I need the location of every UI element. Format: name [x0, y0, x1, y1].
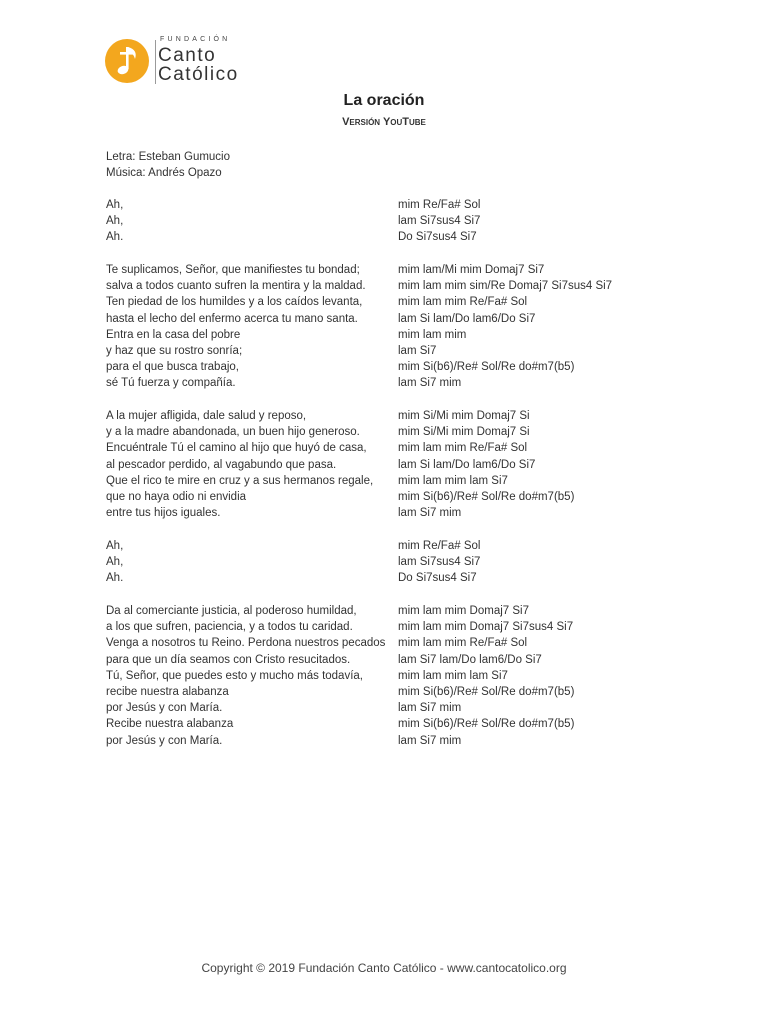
lyric-text: Entra en la casa del pobre	[106, 328, 241, 341]
song-line	[0, 229, 768, 245]
chord-text: mim lam mim	[398, 328, 467, 341]
lyric-text: Venga a nosotros tu Reino. Perdona nuestros pecados	[106, 637, 386, 650]
lyric-text: recibe nuestra alabanza	[106, 685, 229, 698]
lyric-text: Ah,	[106, 199, 124, 211]
song-line	[0, 505, 768, 521]
song-line	[0, 327, 768, 343]
chord-text: lam Si7sus4 Si7	[398, 556, 481, 569]
lyric-text: por Jesús y con María.	[106, 734, 223, 747]
footer-copyright: Copyright © 2019 Fundación Canto Católico - www.cantocatolico.org	[201, 961, 567, 975]
lyric-text: y haz que su rostro sonría;	[106, 344, 243, 357]
chord-text: lam Si lam/Do lam6/Do Si7	[398, 312, 536, 325]
chord-text: mim lam mim sim/Re Domaj7 Si7sus4 Si7	[398, 280, 613, 293]
lyrics-credit: Letra: Esteban Gumucio	[106, 151, 231, 163]
lyric-text: Que el rico te mire en cruz y a sus hermanos regale,	[106, 474, 374, 487]
lyric-text: hasta el lecho del enfermo acerca tu mano santa.	[106, 312, 358, 325]
chord-text: mim lam mim Re/Fa# Sol	[398, 296, 528, 309]
chord-text: mim lam mim Domaj7 Si7	[398, 605, 529, 617]
chord-text: lam Si7	[398, 344, 437, 357]
lyric-text: Tú, Señor, que puedes esto y mucho más todavía,	[106, 669, 363, 682]
lyric-text: Encuéntrale Tú el camino al hijo que huyó de casa,	[106, 442, 367, 455]
lyric-text: y a la madre abandonada, un buen hijo generoso.	[106, 426, 360, 439]
lyric-text: A la mujer afligida, dale salud y reposo,	[106, 410, 307, 422]
credits	[106, 149, 230, 181]
lyric-text: Ah,	[106, 215, 124, 228]
song-line	[0, 278, 768, 294]
lyric-text: salva a todos cuanto sufren la mentira y la maldad.	[106, 280, 366, 293]
logo-name-line2: Católico	[158, 64, 239, 85]
song-line	[0, 652, 768, 668]
song-line	[0, 311, 768, 327]
chord-text: mim Si(b6)/Re# Sol/Re do#m7(b5)	[398, 490, 575, 503]
chord-text: lam Si7 mim	[398, 734, 462, 747]
chord-text: mim Si(b6)/Re# Sol/Re do#m7(b5)	[398, 361, 575, 374]
song-line	[0, 262, 768, 278]
lyric-text: Ah.	[106, 231, 124, 244]
chord-text: Do Si7sus4 Si7	[398, 231, 477, 244]
chord-text: mim Si(b6)/Re# Sol/Re do#m7(b5)	[398, 718, 575, 731]
chord-text: mim Re/Fa# Sol	[398, 199, 481, 211]
song-line	[0, 603, 768, 619]
music-credit: Música: Andrés Opazo	[106, 167, 222, 179]
song-line	[0, 489, 768, 505]
stanza	[0, 408, 768, 521]
song-line	[0, 408, 768, 424]
song-line	[0, 619, 768, 635]
song-line	[0, 538, 768, 554]
lyric-text: Da al comerciante justicia, al poderoso humildad,	[106, 605, 357, 617]
song-line	[0, 457, 768, 473]
chord-text: mim lam/Mi mim Domaj7 Si7	[398, 264, 545, 276]
stanza	[0, 197, 768, 246]
lyric-text: a los que sufren, paciencia, y a todos tu caridad.	[106, 621, 353, 634]
lyric-text: al pescador perdido, al vagabundo que pasa.	[106, 458, 337, 471]
song-line	[0, 733, 768, 749]
song-line	[0, 668, 768, 684]
logo-foundation-label: FUNDACIÓN	[160, 36, 231, 43]
song-subtitle: Versión YouTube	[342, 116, 426, 128]
chord-text: lam Si lam/Do lam6/Do Si7	[398, 458, 536, 471]
stanza	[0, 538, 768, 587]
song-line	[0, 570, 768, 586]
lyric-text: Te suplicamos, Señor, que manifiestes tu bondad;	[106, 264, 360, 276]
song-line	[0, 716, 768, 732]
song-line	[0, 684, 768, 700]
song-line	[0, 197, 768, 213]
lyric-text: que no haya odio ni envidia	[106, 490, 247, 503]
stanza	[0, 262, 768, 392]
chord-text: lam Si7 mim	[398, 702, 462, 715]
lyric-text: entre tus hijos iguales.	[106, 507, 221, 520]
chord-text: lam Si7sus4 Si7	[398, 215, 481, 228]
song-line	[0, 635, 768, 651]
lyric-text: sé Tú fuerza y compañía.	[106, 377, 236, 390]
song-line	[0, 213, 768, 229]
song-line	[0, 473, 768, 489]
logo-divider	[155, 40, 156, 84]
chord-text: mim Si/Mi mim Domaj7 Si	[398, 410, 530, 422]
song-line	[0, 440, 768, 456]
chord-text: mim lam mim Re/Fa# Sol	[398, 442, 528, 455]
chord-text: lam Si7 mim	[398, 507, 462, 520]
lyric-text: para el que busca trabajo,	[106, 361, 239, 374]
lyric-text: Ah,	[106, 540, 124, 552]
song-line	[0, 294, 768, 310]
chord-text: mim lam mim Domaj7 Si7sus4 Si7	[398, 621, 574, 634]
song-line	[0, 359, 768, 375]
song-line	[0, 424, 768, 440]
song-line	[0, 700, 768, 716]
chord-text: mim lam mim lam Si7	[398, 669, 508, 682]
song-title: La oración	[343, 92, 425, 109]
stanza	[0, 603, 768, 749]
chord-text: mim lam mim Re/Fa# Sol	[398, 637, 528, 650]
logo-name-line1: Canto	[158, 45, 217, 66]
lyric-text: Ten piedad de los humildes y a los caídos levanta,	[106, 296, 363, 309]
lyric-text: por Jesús y con María.	[106, 702, 223, 715]
song-line	[0, 554, 768, 570]
lyric-text: Ah,	[106, 556, 124, 569]
chord-text: lam Si7 lam/Do lam6/Do Si7	[398, 653, 542, 666]
lyric-text: Ah.	[106, 572, 124, 585]
chord-text: mim lam mim lam Si7	[398, 474, 508, 487]
music-note-cross-icon	[105, 39, 149, 83]
song-line	[0, 343, 768, 359]
lyric-text: para que un día seamos con Cristo resucitados.	[106, 653, 351, 666]
chord-text: mim Si(b6)/Re# Sol/Re do#m7(b5)	[398, 685, 575, 698]
chord-text: Do Si7sus4 Si7	[398, 572, 477, 585]
song-line	[0, 375, 768, 391]
chord-text: mim Re/Fa# Sol	[398, 540, 481, 552]
chord-text: lam Si7 mim	[398, 377, 462, 390]
chord-text: mim Si/Mi mim Domaj7 Si	[398, 426, 530, 439]
lyric-text: Recibe nuestra alabanza	[106, 718, 234, 731]
